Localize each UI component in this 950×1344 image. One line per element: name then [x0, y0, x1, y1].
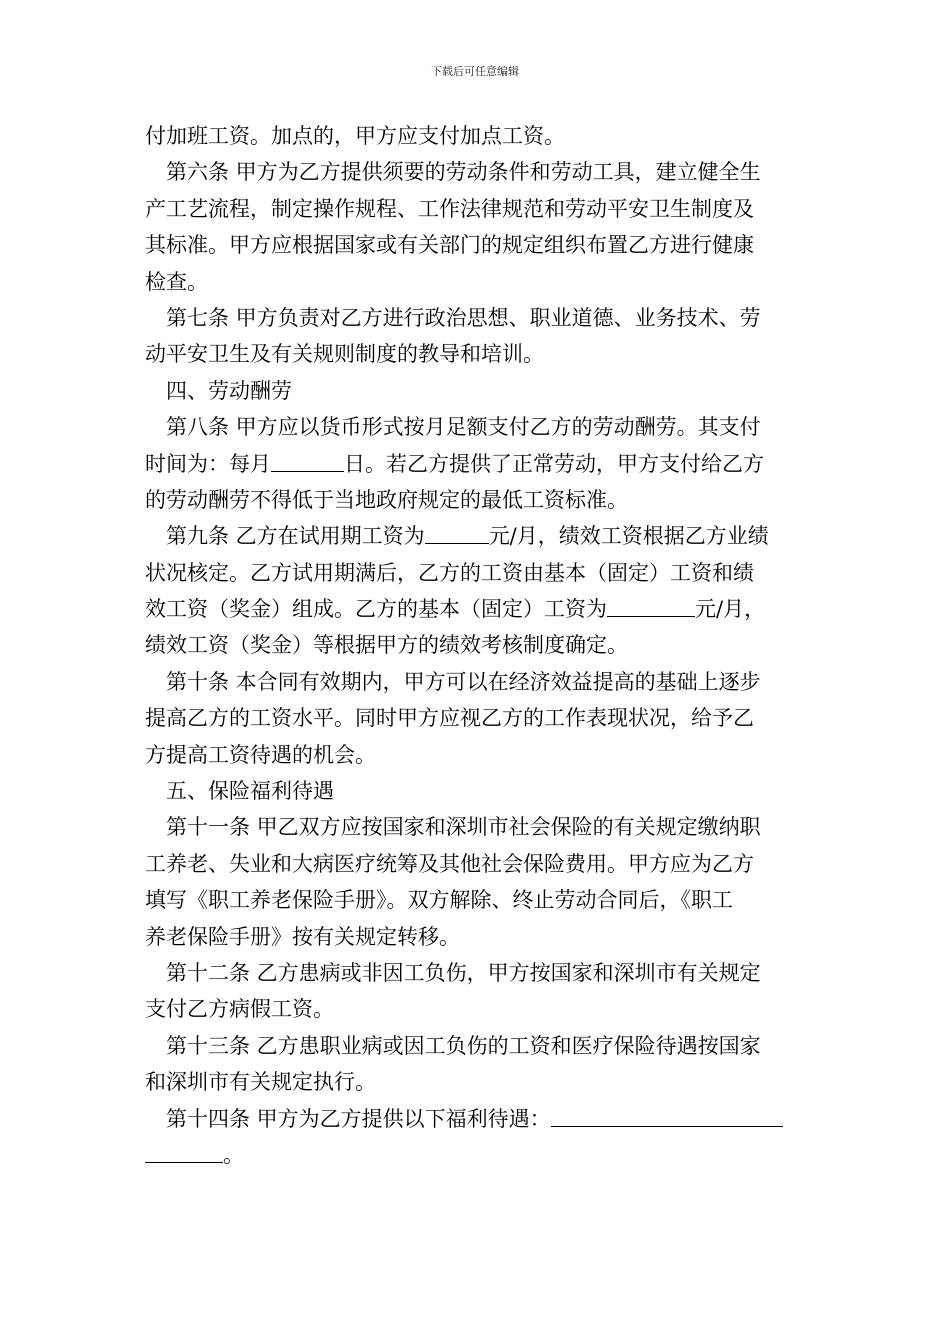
article-7-line-2: 动平安卫生及有关规则制度的教导和培训。: [145, 342, 544, 367]
text-segment: 第十四条 甲方为乙方提供以下福利待遇：: [166, 1106, 551, 1131]
article-11-line-1: 第十一条 甲乙双方应按国家和深圳市社会保险的有关规定缴纳职: [166, 815, 761, 840]
article-14-line-2: [145, 1137, 807, 1173]
pay-day-blank: [271, 447, 344, 472]
article-8-line-1: 第八条 甲方应以货币形式按月足额支付乙方的劳动酬劳。其支付: [166, 415, 761, 440]
document-body: [145, 118, 807, 1173]
text-segment: 效工资（奖金）组成。乙方的基本（固定）工资为: [145, 597, 607, 622]
article-14-line-1: [145, 1101, 807, 1137]
article-11-line-3: 填写《职工养老保险手册》。双方解除、终止劳动合同后，《职工: [145, 888, 733, 913]
article-10-line-3: 方提高工资待遇的机会。: [145, 742, 376, 767]
text-segment: 。: [223, 1142, 244, 1167]
article-11-line-4: 养老保险手册》按有关规定转移。: [145, 924, 460, 949]
article-11-line-2: 工养老、失业和大病医疗统筹及其他社会保险费用。甲方应为乙方: [145, 851, 754, 876]
article-6-line-4: 检查。: [145, 269, 208, 294]
article-10-line-1: 第十条 本合同有效期内，甲方可以在经济效益提高的基础上逐步: [166, 669, 761, 694]
text-segment: 时间为：每月: [145, 451, 271, 476]
article-9-line-1: [145, 518, 807, 554]
page-header: 下载后可任意编辑: [431, 65, 519, 78]
article-8-line-2: [145, 446, 807, 482]
benefits-blank-continued: [145, 1138, 223, 1163]
text-segment: 元/月，绩效工资根据乙方业绩: [488, 524, 769, 549]
section-heading-remuneration: 四、劳动酬劳: [166, 378, 292, 403]
text-segment: 第九条 乙方在试用期工资为: [166, 524, 425, 549]
article-13-line-2: 和深圳市有关规定执行。: [145, 1070, 376, 1095]
article-12-line-1: 第十二条 乙方患病或非因工负伤，甲方按国家和深圳市有关规定: [166, 960, 761, 985]
article-9-line-2: 状况核定。乙方试用期满后，乙方的工资由基本（固定）工资和绩: [145, 560, 754, 585]
text-line: 付加班工资。加点的，甲方应支付加点工资。: [145, 124, 565, 148]
benefits-blank: [551, 1102, 783, 1127]
article-12-line-2: 支付乙方病假工资。: [145, 997, 334, 1022]
article-13-line-1: 第十三条 乙方患职业病或因工负伤的工资和医疗保险待遇按国家: [166, 1033, 761, 1058]
article-6-line-3: 其标准。甲方应根据国家或有关部门的规定组织布置乙方进行健康: [145, 233, 754, 258]
article-9-line-3: [145, 591, 807, 627]
text-segment: 元/月，: [695, 597, 766, 622]
article-8-line-3: 的劳动酬劳不得低于当地政府规定的最低工资标准。: [145, 487, 628, 512]
text-segment: 日。若乙方提供了正常劳动，甲方支付给乙方: [344, 451, 764, 476]
article-10-line-2: 提高乙方的工资水平。同时甲方应视乙方的工作表现状况，给予乙: [145, 706, 754, 731]
article-7-line-1: 第七条 甲方负责对乙方进行政治思想、职业道德、业务技术、劳: [166, 305, 761, 330]
article-9-line-4: 绩效工资（奖金）等根据甲方的绩效考核制度确定。: [145, 633, 628, 658]
probation-wage-blank: [425, 519, 489, 544]
base-wage-blank: [607, 592, 695, 617]
section-heading-insurance: 五、保险福利待遇: [166, 779, 334, 804]
article-6-line-1: 第六条 甲方为乙方提供须要的劳动条件和劳动工具，建立健全生: [166, 160, 761, 185]
article-6-line-2: 产工艺流程，制定操作规程、工作法律规范和劳动平安卫生制度及: [145, 196, 754, 221]
